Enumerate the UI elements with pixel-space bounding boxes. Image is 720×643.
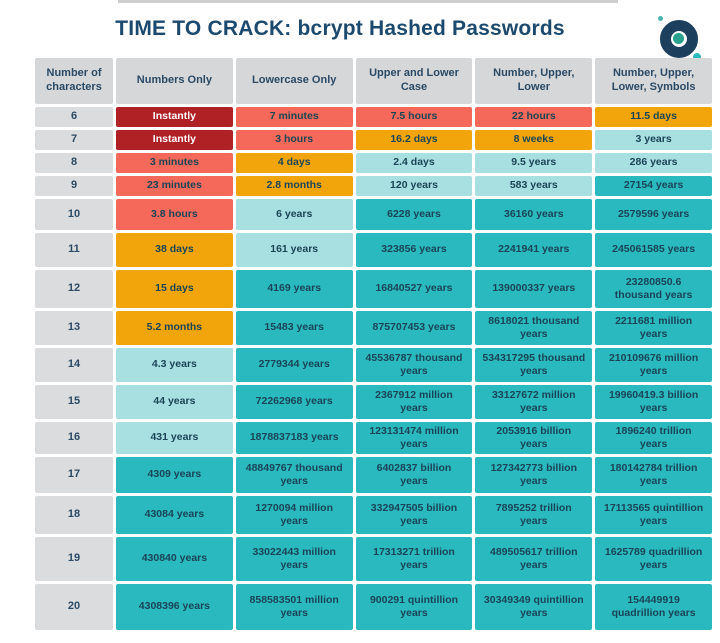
time-to-crack-cell: 9.5 years: [475, 153, 592, 173]
table-row: [35, 348, 712, 382]
crack-time-table: [35, 58, 712, 633]
table-row: [35, 270, 712, 308]
time-to-crack-cell: 534317295 thousand years: [475, 348, 592, 382]
time-to-crack-cell: 23 minutes: [116, 176, 233, 196]
time-to-crack-cell: 48849767 thousand years: [236, 457, 353, 493]
header-number-upper-lower-symbols: Number, Upper, Lower, Symbols: [595, 58, 712, 104]
table-row: [35, 233, 712, 267]
time-to-crack-cell: 6228 years: [356, 199, 473, 230]
time-to-crack-cell: 210109676 million years: [595, 348, 712, 382]
char-count-cell: 10: [35, 199, 113, 230]
time-to-crack-cell: 139000337 years: [475, 270, 592, 308]
time-to-crack-cell: 900291 quintillion years: [356, 584, 473, 630]
time-to-crack-cell: 8618021 thousand years: [475, 311, 592, 345]
time-to-crack-cell: 15483 years: [236, 311, 353, 345]
time-to-crack-cell: 22 hours: [475, 107, 592, 127]
time-to-crack-cell: 45536787 thousand years: [356, 348, 473, 382]
time-to-crack-cell: 180142784 trillion years: [595, 457, 712, 493]
crack-table-body: [35, 107, 712, 630]
char-count-cell: 6: [35, 107, 113, 127]
logo-small-dot-icon: [658, 16, 663, 21]
table-row: [35, 385, 712, 419]
time-to-crack-cell: 875707453 years: [356, 311, 473, 345]
time-to-crack-cell: 286 years: [595, 153, 712, 173]
time-to-crack-cell: 2.8 months: [236, 176, 353, 196]
char-count-cell: 18: [35, 496, 113, 534]
time-to-crack-cell: 332947505 billion years: [356, 496, 473, 534]
char-count-cell: 14: [35, 348, 113, 382]
table-header-row: [35, 58, 712, 104]
char-count-cell: 8: [35, 153, 113, 173]
time-to-crack-cell: 431 years: [116, 422, 233, 454]
time-to-crack-cell: 7 minutes: [236, 107, 353, 127]
page-title: TIME TO CRACK: bcrypt Hashed Passwords: [115, 17, 565, 40]
table-row: [35, 496, 712, 534]
table-row: [35, 584, 712, 630]
table-row: [35, 153, 712, 173]
time-to-crack-cell: 1878837183 years: [236, 422, 353, 454]
time-to-crack-cell: 17313271 trillion years: [356, 537, 473, 581]
time-to-crack-cell: 123131474 million years: [356, 422, 473, 454]
time-to-crack-cell: 6 years: [236, 199, 353, 230]
time-to-crack-cell: 7.5 hours: [356, 107, 473, 127]
char-count-cell: 15: [35, 385, 113, 419]
table-row: [35, 199, 712, 230]
time-to-crack-cell: 3 minutes: [116, 153, 233, 173]
screenshot-top-edge: [118, 0, 618, 3]
time-to-crack-cell: 489505617 trillion years: [475, 537, 592, 581]
time-to-crack-cell: 1896240 trillion years: [595, 422, 712, 454]
time-to-crack-cell: 72262968 years: [236, 385, 353, 419]
header-number-of-characters: Number of characters: [35, 58, 113, 104]
time-to-crack-cell: 15 days: [116, 270, 233, 308]
time-to-crack-cell: 2211681 million years: [595, 311, 712, 345]
char-count-cell: 16: [35, 422, 113, 454]
time-to-crack-cell: Instantly: [116, 130, 233, 150]
time-to-crack-cell: 27154 years: [595, 176, 712, 196]
time-to-crack-cell: 3 years: [595, 130, 712, 150]
time-to-crack-cell: 7895252 trillion years: [475, 496, 592, 534]
time-to-crack-cell: 3.8 hours: [116, 199, 233, 230]
infographic-header: [0, 10, 720, 58]
header-upper-and-lower: Upper and Lower Case: [356, 58, 473, 104]
time-to-crack-cell: 23280850.6 thousand years: [595, 270, 712, 308]
time-to-crack-cell: 583 years: [475, 176, 592, 196]
char-count-cell: 12: [35, 270, 113, 308]
time-to-crack-cell: 19960419.3 billion years: [595, 385, 712, 419]
time-to-crack-cell: 5.2 months: [116, 311, 233, 345]
char-count-cell: 7: [35, 130, 113, 150]
time-to-crack-cell: 2779344 years: [236, 348, 353, 382]
time-to-crack-cell: 154449919 quadrillion years: [595, 584, 712, 630]
time-to-crack-cell: 44 years: [116, 385, 233, 419]
time-to-crack-cell: Instantly: [116, 107, 233, 127]
time-to-crack-cell: 245061585 years: [595, 233, 712, 267]
table-row: [35, 457, 712, 493]
header-lowercase-only: Lowercase Only: [236, 58, 353, 104]
table-row: [35, 537, 712, 581]
time-to-crack-cell: 3 hours: [236, 130, 353, 150]
time-to-crack-cell: 430840 years: [116, 537, 233, 581]
header-number-upper-lower: Number, Upper, Lower: [475, 58, 592, 104]
time-to-crack-cell: 33022443 million years: [236, 537, 353, 581]
time-to-crack-cell: 4 days: [236, 153, 353, 173]
char-count-cell: 20: [35, 584, 113, 630]
time-to-crack-cell: 2241941 years: [475, 233, 592, 267]
time-to-crack-cell: 2053916 billion years: [475, 422, 592, 454]
char-count-cell: 17: [35, 457, 113, 493]
char-count-cell: 19: [35, 537, 113, 581]
time-to-crack-cell: 30349349 quintillion years: [475, 584, 592, 630]
time-to-crack-cell: 2367912 million years: [356, 385, 473, 419]
table-row: [35, 311, 712, 345]
time-to-crack-cell: 4.3 years: [116, 348, 233, 382]
table-row: [35, 130, 712, 150]
time-to-crack-cell: 38 days: [116, 233, 233, 267]
table-row: [35, 176, 712, 196]
time-to-crack-cell: 33127672 million years: [475, 385, 592, 419]
time-to-crack-cell: 4169 years: [236, 270, 353, 308]
time-to-crack-cell: 16.2 days: [356, 130, 473, 150]
time-to-crack-cell: 11.5 days: [595, 107, 712, 127]
time-to-crack-cell: 1625789 quadrillion years: [595, 537, 712, 581]
char-count-cell: 13: [35, 311, 113, 345]
table-row: [35, 422, 712, 454]
time-to-crack-cell: 36160 years: [475, 199, 592, 230]
char-count-cell: 9: [35, 176, 113, 196]
header-numbers-only: Numbers Only: [116, 58, 233, 104]
time-to-crack-cell: 16840527 years: [356, 270, 473, 308]
time-to-crack-cell: 6402837 billion years: [356, 457, 473, 493]
time-to-crack-cell: 4309 years: [116, 457, 233, 493]
table-row: [35, 107, 712, 127]
time-to-crack-cell: 4308396 years: [116, 584, 233, 630]
time-to-crack-cell: 858583501 million years: [236, 584, 353, 630]
time-to-crack-cell: 43084 years: [116, 496, 233, 534]
time-to-crack-cell: 2579596 years: [595, 199, 712, 230]
time-to-crack-cell: 2.4 days: [356, 153, 473, 173]
time-to-crack-cell: 120 years: [356, 176, 473, 196]
time-to-crack-cell: 17113565 quintillion years: [595, 496, 712, 534]
logo-center-dot-icon: [673, 33, 684, 44]
char-count-cell: 11: [35, 233, 113, 267]
time-to-crack-cell: 1270094 million years: [236, 496, 353, 534]
brand-q-logo-icon: [656, 16, 704, 64]
time-to-crack-cell: 8 weeks: [475, 130, 592, 150]
time-to-crack-cell: 161 years: [236, 233, 353, 267]
time-to-crack-cell: 323856 years: [356, 233, 473, 267]
time-to-crack-cell: 127342773 billion years: [475, 457, 592, 493]
